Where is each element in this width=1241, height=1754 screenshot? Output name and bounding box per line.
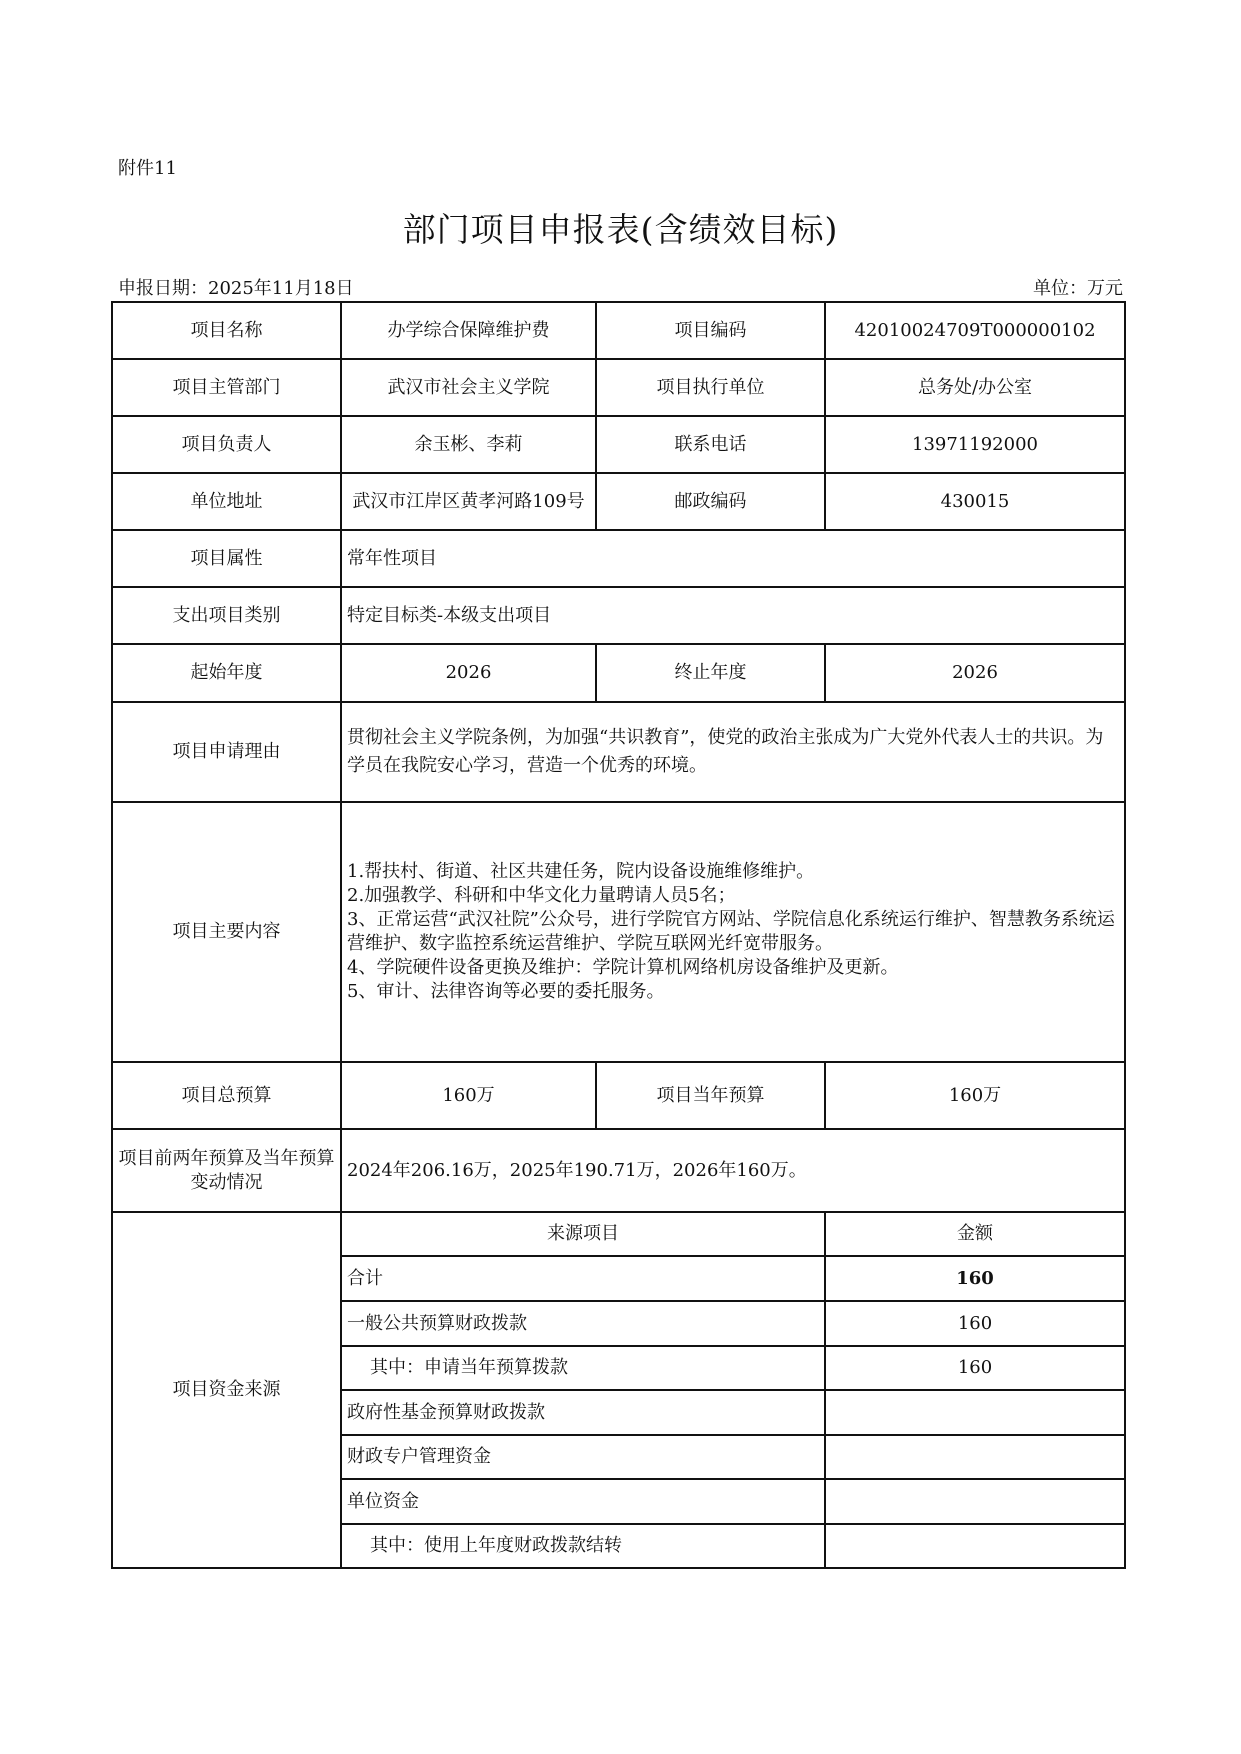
attachment-label: 附件11 xyxy=(118,158,177,179)
label-end-year: 终止年度 xyxy=(596,644,825,702)
funding-amount xyxy=(825,1390,1125,1435)
table-row xyxy=(112,302,1125,359)
label-funding: 项目资金来源 xyxy=(112,1212,341,1568)
funding-amount: 160 xyxy=(825,1301,1125,1346)
value-leader: 余玉彬、李莉 xyxy=(341,416,596,473)
table-row xyxy=(112,1062,1125,1129)
label-year-budget: 项目当年预算 xyxy=(596,1062,825,1129)
content-line: 5、审计、法律咨询等必要的委托服务。 xyxy=(347,981,665,1002)
funding-amount: 160 xyxy=(825,1346,1125,1390)
funding-amount: 160 xyxy=(825,1256,1125,1301)
content-line: 2.加强教学、科研和中华文化力量聘请人员5名； xyxy=(347,885,736,906)
project-table xyxy=(111,301,1126,1569)
label-postcode: 邮政编码 xyxy=(596,473,825,530)
value-exec-unit: 总务处/办公室 xyxy=(825,359,1125,416)
label-exec-unit: 项目执行单位 xyxy=(596,359,825,416)
funding-amount xyxy=(825,1479,1125,1524)
table-row xyxy=(112,530,1125,587)
value-year-budget: 160万 xyxy=(825,1062,1125,1129)
page-title: 部门项目申报表(含绩效目标) xyxy=(402,210,839,249)
table-row xyxy=(112,416,1125,473)
funding-name: 财政专户管理资金 xyxy=(341,1435,825,1479)
funding-amount xyxy=(825,1435,1125,1479)
label-phone: 联系电话 xyxy=(596,416,825,473)
table-row xyxy=(112,587,1125,644)
label-department: 项目主管部门 xyxy=(112,359,341,416)
label-start-year: 起始年度 xyxy=(112,644,341,702)
funding-name: 政府性基金预算财政拨款 xyxy=(341,1390,825,1435)
value-budget-change: 2024年206.16万，2025年190.71万，2026年160万。 xyxy=(341,1129,1125,1212)
label-project-code: 项目编码 xyxy=(596,302,825,359)
funding-name: 一般公共预算财政拨款 xyxy=(341,1301,825,1346)
table-row xyxy=(112,802,1125,1062)
content-line: 4、学院硬件设备更换及维护：学院计算机网络机房设备维护及更新。 xyxy=(347,957,899,978)
value-start-year: 2026 xyxy=(341,644,596,702)
table-row xyxy=(112,359,1125,416)
value-postcode: 430015 xyxy=(825,473,1125,530)
value-content xyxy=(341,802,1125,1062)
funding-name: 单位资金 xyxy=(341,1479,825,1524)
value-reason: 贯彻社会主义学院条例，为加强“共识教育”，使党的政治主张成为广大党外代表人士的共识。为学员在我院安心学习，营造一个优秀的环境。 xyxy=(341,702,1125,802)
label-content: 项目主要内容 xyxy=(112,802,341,1062)
funding-name: 其中：申请当年预算拨款 xyxy=(341,1346,825,1390)
report-date: 申报日期：2025年11月18日 xyxy=(118,278,354,299)
table-row xyxy=(112,473,1125,530)
label-reason: 项目申请理由 xyxy=(112,702,341,802)
label-address: 单位地址 xyxy=(112,473,341,530)
value-address: 武汉市江岸区黄孝河路109号 xyxy=(341,473,596,530)
unit-label: 单位：万元 xyxy=(1033,278,1123,299)
funding-header-amount: 金额 xyxy=(825,1212,1125,1256)
label-leader: 项目负责人 xyxy=(112,416,341,473)
funding-name: 其中：使用上年度财政拨款结转 xyxy=(341,1524,825,1568)
table-row xyxy=(112,644,1125,702)
table-row xyxy=(112,702,1125,802)
funding-name: 合计 xyxy=(341,1256,825,1301)
value-project-code: 42010024709T000000102 xyxy=(825,302,1125,359)
funding-header-source: 来源项目 xyxy=(341,1212,825,1256)
funding-amount xyxy=(825,1524,1125,1568)
value-attribute: 常年性项目 xyxy=(341,530,1125,587)
label-attribute: 项目属性 xyxy=(112,530,341,587)
content-line: 1.帮扶村、街道、社区共建任务，院内设备设施维修维护。 xyxy=(347,861,815,882)
label-total-budget: 项目总预算 xyxy=(112,1062,341,1129)
content-line: 3、正常运营“武汉社院”公众号，进行学院官方网站、学院信息化系统运行维护、智慧教务系统运营维护、数字监控系统运营维护、学院互联网光纤宽带服务。 xyxy=(347,909,1115,954)
value-project-name: 办学综合保障维护费 xyxy=(341,302,596,359)
value-phone: 13971192000 xyxy=(825,416,1125,473)
label-category: 支出项目类别 xyxy=(112,587,341,644)
funding-header-row xyxy=(112,1212,1125,1256)
value-end-year: 2026 xyxy=(825,644,1125,702)
label-budget-change: 项目前两年预算及当年预算变动情况 xyxy=(112,1129,341,1212)
label-project-name: 项目名称 xyxy=(112,302,341,359)
value-category: 特定目标类-本级支出项目 xyxy=(341,587,1125,644)
table-row xyxy=(112,1129,1125,1212)
value-total-budget: 160万 xyxy=(341,1062,596,1129)
value-department: 武汉市社会主义学院 xyxy=(341,359,596,416)
